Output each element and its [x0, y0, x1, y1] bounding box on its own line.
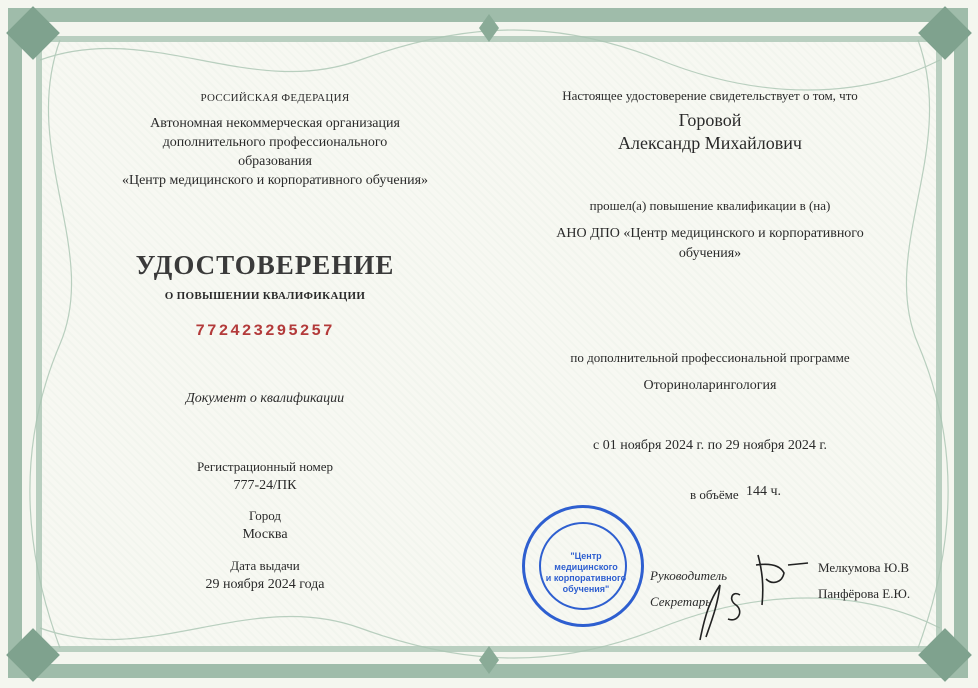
document-subtitle: О ПОВЫШЕНИИ КВАЛИФИКАЦИИ	[164, 290, 366, 302]
training-organization	[520, 224, 900, 264]
organization-seal: "Центр медицинского и корпоративного обучения"	[522, 505, 644, 627]
registration-number: 777-24/ПК	[233, 478, 297, 493]
training-org-line-2: обучения»	[678, 246, 742, 261]
city-label: Город	[248, 508, 282, 523]
recipient-name: Александр Михайлович	[618, 133, 802, 153]
org-line-4: «Центр медицинского и корпоративного обучения»	[121, 173, 429, 188]
registration-label: Регистрационный номер	[197, 459, 333, 474]
secretary-name: Панфёрова Е.Ю.	[818, 586, 911, 601]
recipient-surname: Горовой	[678, 110, 742, 130]
training-period: с 01 ноября 2024 г. по 29 ноября 2024 г.	[593, 438, 827, 453]
volume-label: в объёме	[690, 487, 739, 502]
program-label: по дополнительной профессиональной программе	[570, 350, 850, 365]
city-value: Москва	[242, 527, 288, 542]
document-type: Документ о квалификации	[185, 391, 345, 406]
program-value: Оториноларингология	[643, 378, 777, 393]
signature-marks	[680, 545, 810, 645]
issue-date-label: Дата выдачи	[230, 558, 300, 573]
volume-value: 144 ч.	[746, 484, 782, 499]
passed-text: прошел(а) повышение квалификации в (на)	[589, 198, 831, 213]
issue-date-value: 29 ноября 2024 года	[205, 577, 325, 592]
org-line-1: Автономная некоммерческая организация	[150, 116, 400, 131]
document-title: УДОСТОВЕРЕНИЕ	[135, 250, 395, 280]
secretary-role: Секретарь	[650, 594, 712, 609]
head-name: Мелкумова Ю.В	[818, 560, 910, 575]
org-line-3: образования	[238, 154, 312, 169]
serial-number: 772423295257	[195, 322, 335, 340]
org-line-2: дополнительного профессионального	[162, 135, 388, 150]
training-org-line-1: АНО ДПО «Центр медицинского и корпоративного	[556, 226, 864, 241]
organization-name	[100, 114, 450, 190]
intro-text: Настоящее удостоверение свидетельствует о том, что	[562, 88, 858, 103]
head-role: Руководитель	[650, 568, 728, 583]
country-label: РОССИЙСКАЯ ФЕДЕРАЦИЯ	[200, 92, 350, 104]
